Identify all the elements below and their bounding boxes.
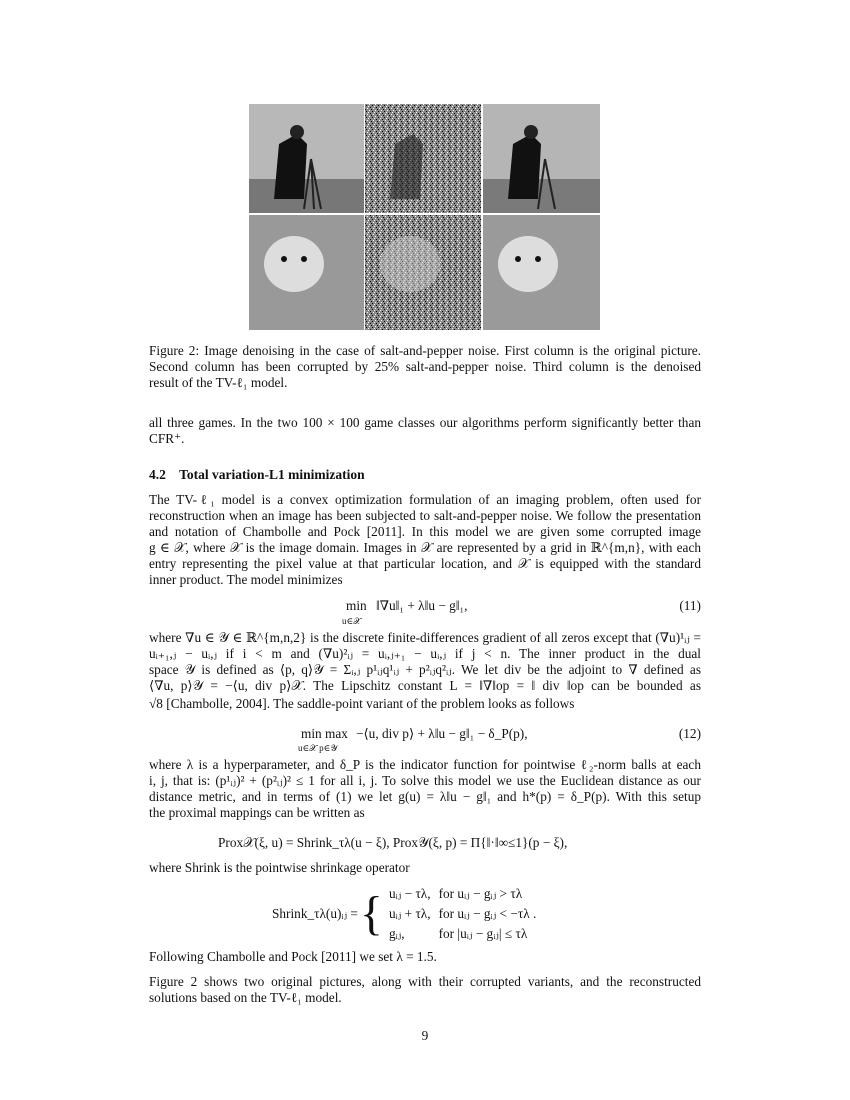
text-line: entry representing the pixel value at that particular location, and 𝒳 is equipped with the standard [149,556,701,571]
text-line: where ∇u ∈ 𝒴 ∈ ℝ^{m,n,2} is the discrete finite-differences gradient of all zeros except that (∇u)¹ᵢⱼ = [149,630,701,645]
caption-line: Figure 2: Image denoising in the case of salt-and-pepper noise. First column is the original picture. [149,343,701,358]
paragraph-following [149,949,701,965]
cameraman-original [249,104,364,213]
case-condition: for uᵢⱼ − gᵢⱼ < −τλ . [438,906,537,921]
paragraph-lambda [149,757,701,821]
case-value: uᵢⱼ − τλ, [388,886,431,901]
dog-denoised [483,215,600,330]
section-title: Total variation-L1 minimization [179,467,365,482]
cameraman-noisy [365,104,481,213]
figure-caption [149,343,701,391]
equation-number: (11) [679,598,701,613]
cases-table [385,884,540,944]
eq-body: ‖∇u‖₁ + λ‖u − g‖₁, [376,598,468,613]
text-line: The TV-ℓ₁ model is a convex optimization formulation of an imaging problem, often used for [149,492,701,507]
dog-noisy [365,215,481,330]
text-line: ⟨∇u, p⟩𝒴 = −⟨u, div p⟩𝒳. The Lipschitz constant L = ‖∇‖op = ‖ div ‖op can be bounded as [149,678,701,693]
case-row [385,904,540,924]
text-line: g ∈ 𝒳, where 𝒳 is the image domain. Images in 𝒳 are represented by a grid in ℝ^{m,n}, with each [149,540,701,555]
text-line: solutions based on the TV-ℓ₁ model. [149,990,342,1005]
paragraph-gradient [149,630,701,712]
page-number: 9 [421,1028,429,1043]
text-line: distance metric, and in terms of (1) we let g(u) = λ‖u − g‖₁ and h*(p) = δ_P(p). With this setup [149,789,701,804]
text-line: where Shrink is the pointwise shrinkage operator [149,860,410,875]
text-line: reconstruction when an image has been subjected to salt-and-pepper noise. We follow the presentation [149,508,701,523]
case-condition: for uᵢⱼ − gᵢⱼ > τλ [438,886,523,901]
dog-original [249,215,364,330]
eq-lhs: Shrink_τλ(u)ᵢⱼ = [272,906,358,921]
text-line: where λ is a hyperparameter, and δ_P is the indicator function for pointwise ℓ₂-norm balls at each [149,757,701,772]
text-line: all three games. In the two 100 × 100 game classes our algorithms perform significantly better than [149,415,701,430]
equation-prox: Prox𝒳(ξ, u) = Shrink_τλ(u − ξ), Prox𝒴(ξ, p) = Π{‖·‖∞≤1}(p − ξ), [218,835,568,850]
case-value: uᵢⱼ + τλ, [388,906,431,921]
text-line: space 𝒴 is defined as ⟨p, q⟩𝒴 = Σᵢ,ⱼ p¹ᵢⱼq¹ᵢⱼ + p²ᵢⱼq²ᵢⱼ. We let div be the adjoint to ∇ defined as [149,662,701,677]
paragraph-figure-ref [149,974,701,1006]
section-number: 4.2 [149,467,166,482]
section-heading [149,467,701,483]
text-line: CFR⁺. [149,431,185,446]
text-line: the proximal mappings can be written as [149,805,365,820]
figure-image-grid [249,104,601,332]
eq-subscript: u∈𝒳 [342,616,361,626]
caption-line: Second column has been corrupted by 25% salt-and-pepper noise. Third column is the denoised [149,359,701,374]
eq-subscript: u∈𝒳 p∈𝒴 [298,743,338,753]
text-line: Following Chambolle and Pock [2011] we set λ = 1.5. [149,949,437,964]
case-row [385,924,540,944]
text-line: inner product. The model minimizes [149,572,343,587]
equation-number: (12) [678,726,701,741]
text-line: and notation of Chambolle and Pock [2011]. In this model we are given some corrupted image [149,524,701,539]
case-row [385,884,540,904]
eq-operator: min max [301,726,348,741]
text-line: Figure 2 shows two original pictures, along with their corrupted variants, and the reconstructed [149,974,701,989]
cameraman-denoised [483,104,600,213]
eq-body: −⟨u, div p⟩ + λ‖u − g‖₁ − δ_P(p), [356,726,528,741]
case-value: gᵢⱼ, [388,926,405,941]
text-line: i, j, that is: (p¹ᵢⱼ)² + (p²ᵢⱼ)² ≤ 1 for all i, j. To solve this model we use the Euclidean distance as our [149,773,701,788]
paragraph-intro [149,492,701,588]
text-line: uᵢ₊₁,ⱼ − uᵢ,ⱼ if i < m and (∇u)²ᵢⱼ = uᵢ,ⱼ₊₁ − uᵢ,ⱼ if j < n. The inner product in the dual [149,646,701,661]
paragraph-shrink [149,860,701,876]
caption-line: result of the TV-ℓ₁ model. [149,375,288,390]
text-line: √8 [Chambolle, 2004]. The saddle-point variant of the problem looks as follows [149,696,575,711]
case-condition: for |uᵢⱼ − gᵢⱼ| ≤ τλ [438,926,528,941]
equation-shrink [272,884,540,944]
left-brace: { [359,887,383,940]
eq-operator: min [346,598,367,613]
paragraph-games [149,415,701,447]
figure-2 [249,104,601,336]
